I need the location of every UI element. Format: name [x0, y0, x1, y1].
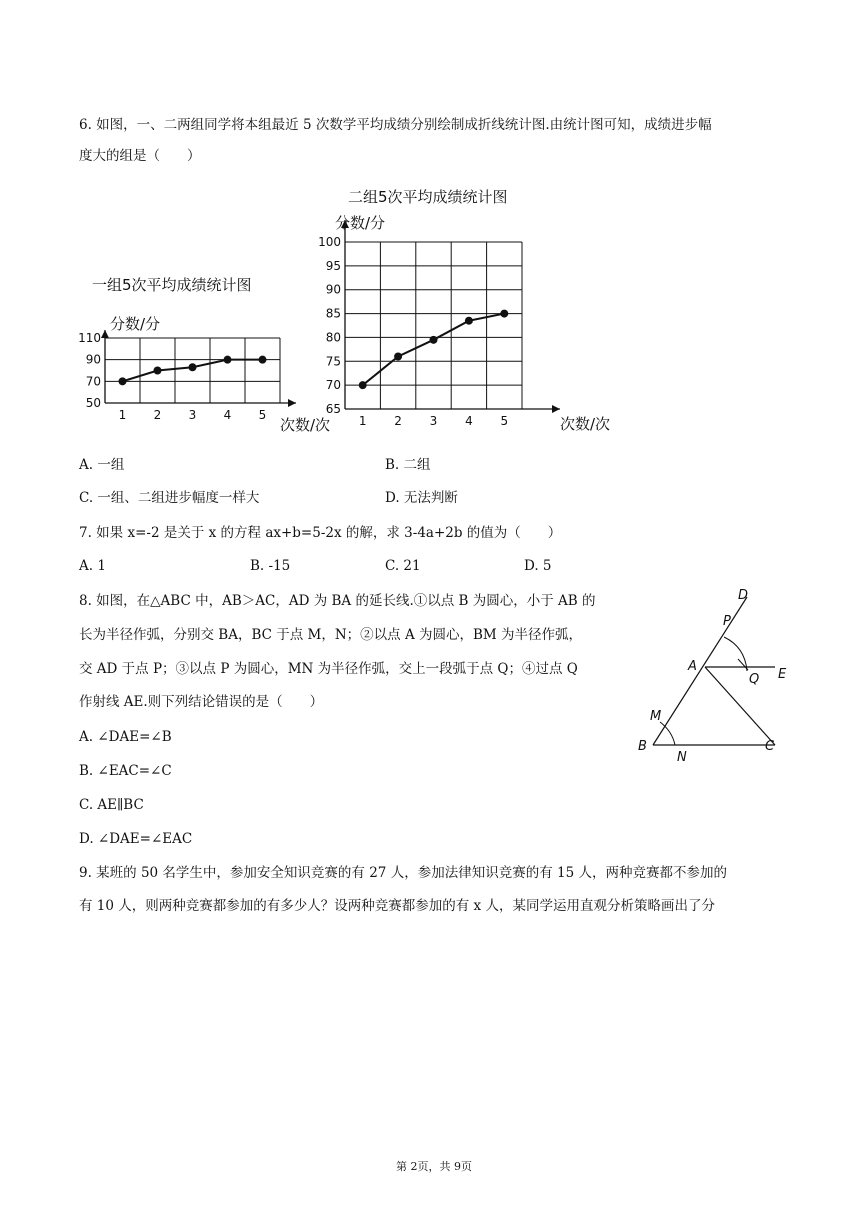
chart1-data-point — [154, 367, 162, 375]
page-footer: 第 2页，共 9页 — [396, 1160, 472, 1173]
chart2-x-axis-arrow — [552, 405, 560, 413]
q8-option-d: D. ∠DAE=∠EAC — [79, 831, 193, 847]
chart1-x-tick-label: 5 — [258, 408, 267, 422]
label-c: C — [765, 739, 775, 754]
chart1-data-point — [189, 363, 197, 371]
label-m: M — [650, 709, 662, 724]
label-d: D — [738, 588, 749, 603]
q6-stem-line1: 6. 如图，一、二两组同学将本组最近 5 次数学平均成绩分别绘制成折线统计图.由统计图可知，成绩进步幅 — [79, 117, 712, 133]
chart1-y-tick-label: 90 — [85, 352, 101, 367]
label-a: A — [688, 659, 697, 674]
chart2-y-tick-label: 100 — [318, 235, 341, 249]
q7-option-b: B. -15 — [250, 558, 291, 574]
chart2-series-line — [363, 314, 505, 386]
chart1-y-tick-label: 110 — [78, 331, 101, 345]
q8-stem-line3: 交 AD 于点 P；③以点 P 为圆心，MN 为半径作弧，交上一段弧于点 Q；④过点 Q — [79, 661, 578, 677]
q7-option-c: C. 21 — [385, 558, 421, 574]
chart1-y-axis-arrow — [101, 330, 109, 338]
q6-option-a: A. 一组 — [79, 457, 125, 473]
q8-stem-line1: 8. 如图，在△ABC 中，AB＞AC，AD 为 BA 的延长线.①以点 B 为圆心，小于 AB 的 — [79, 593, 596, 609]
label-b: B — [638, 739, 647, 754]
chart2-x-tick-label: 3 — [429, 414, 438, 428]
chart2-y-tick-label: 90 — [325, 282, 341, 297]
chart1-data-point — [259, 356, 267, 364]
chart1-x-tick-label: 3 — [188, 408, 197, 422]
q7-stem: 7. 如果 x=-2 是关于 x 的方程 ax+b=5-2x 的解，求 3-4a+2b 的值为（ ） — [79, 525, 562, 541]
chart1-data-point — [224, 356, 232, 364]
chart1-x-axis-label: 次数/次 — [280, 416, 331, 434]
chart2-data-point — [500, 310, 508, 318]
chart2-y-tick-label: 70 — [325, 378, 341, 393]
q7-option-a: A. 1 — [79, 558, 106, 574]
chart2-title: 二组5次平均成绩统计图 — [348, 188, 508, 206]
q6-stem-line2: 度大的组是（ ） — [79, 148, 201, 164]
label-p: P — [723, 614, 731, 629]
q9-stem-line1: 9. 某班的 50 名学生中，参加安全知识竞赛的有 27 人，参加法律知识竞赛的有 15 人，两种竞赛都不参加的 — [79, 865, 727, 881]
q8-option-c: C. AE∥BC — [79, 797, 144, 813]
chart1-y-tick-label: 50 — [85, 396, 101, 410]
q6-option-b: B. 二组 — [385, 457, 431, 473]
label-q: Q — [749, 672, 760, 687]
q8-option-a: A. ∠DAE=∠B — [79, 729, 172, 745]
chart2-y-tick-label: 65 — [325, 402, 341, 416]
q9-stem-line2: 有 10 人，则两种竞赛都参加的有多少人？设两种竞赛都参加的有 x 人，某同学运用直观分析策略画出了分 — [79, 898, 715, 914]
chart2-data-point — [430, 336, 438, 344]
chart1-x-axis-arrow — [288, 399, 296, 407]
chart2-x-tick-label: 5 — [500, 414, 509, 428]
group2-line-chart — [300, 182, 630, 442]
q7-option-d: D. 5 — [524, 558, 552, 574]
ray-bd — [653, 597, 747, 745]
arc-pq — [724, 637, 747, 671]
chart2-y-tick-label: 85 — [325, 306, 341, 321]
chart2-data-point — [465, 317, 473, 325]
label-n: N — [677, 750, 687, 765]
chart1-x-tick-label: 2 — [153, 408, 162, 422]
chart1-x-tick-label: 1 — [118, 408, 127, 422]
segment-ac — [705, 667, 775, 745]
triangle-construction-figure — [620, 585, 800, 770]
chart2-x-tick-label: 4 — [465, 414, 473, 428]
chart2-x-tick-label: 2 — [394, 414, 402, 428]
q8-stem-line2: 长为半径作弧，分别交 BA，BC 于点 M，N；②以点 A 为圆心，BM 为半径作弧， — [79, 627, 583, 643]
chart1-y-tick-label: 70 — [85, 374, 101, 389]
arc-mn — [660, 722, 675, 745]
chart1-x-tick-label: 4 — [223, 408, 232, 422]
q6-option-c: C. 一组、二组进步幅度一样大 — [79, 490, 260, 506]
chart2-data-point — [394, 353, 402, 361]
q8-option-b: B. ∠EAC=∠C — [79, 763, 172, 779]
chart2-y-tick-label: 95 — [325, 258, 341, 273]
label-e: E — [778, 667, 787, 682]
chart2-x-tick-label: 1 — [358, 414, 367, 428]
q6-option-d: D. 无法判断 — [385, 490, 458, 506]
chart2-y-tick-label: 75 — [325, 354, 341, 369]
chart2-x-axis-label: 次数/次 — [560, 415, 611, 433]
chart2-data-point — [359, 381, 367, 389]
q8-stem-line4: 作射线 AE.则下列结论错误的是（ ） — [79, 694, 324, 710]
chart2-y-axis-label: 分数/分 — [335, 214, 386, 232]
chart1-y-axis-label: 分数/分 — [110, 315, 161, 333]
chart1-title: 一组5次平均成绩统计图 — [92, 276, 252, 294]
chart1-data-point — [119, 377, 127, 385]
chart2-y-tick-label: 80 — [325, 330, 341, 345]
